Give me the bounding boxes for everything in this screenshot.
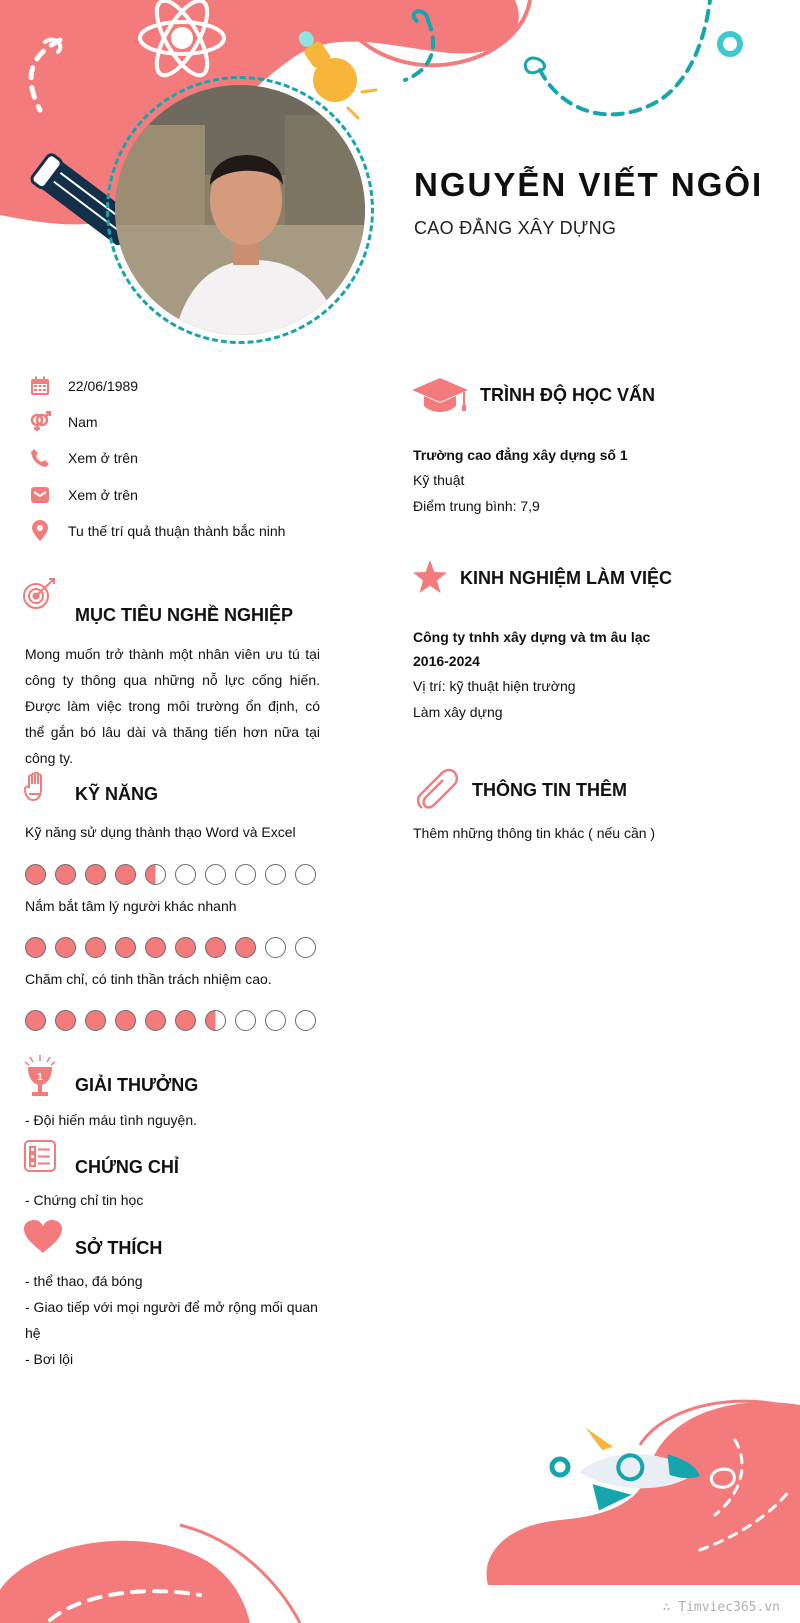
rating-dot xyxy=(175,937,196,958)
rating-dot xyxy=(235,937,256,958)
rating-dot xyxy=(25,864,46,885)
rating-dot xyxy=(115,864,136,885)
skill-rating xyxy=(25,1010,316,1031)
checklist-icon xyxy=(24,1140,56,1177)
skill-label: Nắm bắt tâm lý người khác nhanh xyxy=(25,898,237,914)
hand-icon xyxy=(24,772,48,807)
extra-heading: THÔNG TIN THÊM xyxy=(472,780,627,800)
rating-dot xyxy=(145,937,166,958)
experience-description: Làm xây dựng xyxy=(413,704,503,720)
objective-text: Mong muốn trở thành một nhân viên ưu tú tại công ty thông qua những nỗ lực cống hiến. Được làm việc trong môi trường ổn định, có thể gắn bó lâu dài và thăng tiến hơn nữa tại công ty. xyxy=(25,646,320,766)
rating-dot xyxy=(25,1010,46,1031)
birthday-value: 22/06/1989 xyxy=(68,378,139,394)
rating-dot xyxy=(205,937,226,958)
rating-dot xyxy=(145,1010,166,1031)
skill-rating xyxy=(25,864,316,885)
contact-birthday xyxy=(28,373,138,399)
rating-dot xyxy=(295,937,316,958)
education-school: Trường cao đẳng xây dựng số 1 xyxy=(413,447,628,463)
experience-company: Công ty tnhh xây dựng và tm âu lạc xyxy=(413,629,651,645)
phone-value: Xem ở trên xyxy=(68,450,138,466)
rating-dot xyxy=(115,1010,136,1031)
rating-dot xyxy=(85,864,106,885)
rating-dot xyxy=(235,864,256,885)
rating-dot xyxy=(205,1010,226,1031)
address-value: Tu thế trí quả thuận thành bắc ninh xyxy=(68,523,286,539)
education-gpa: Điểm trung bình: 7,9 xyxy=(413,498,540,514)
rating-dot xyxy=(205,864,226,885)
teal-small-ring xyxy=(552,1459,568,1475)
watermark: ∴ Timviec365.vn xyxy=(662,1600,780,1615)
rating-dot xyxy=(175,864,196,885)
rating-dot xyxy=(295,1010,316,1031)
footer-decoration xyxy=(0,1395,800,1623)
skill-rating xyxy=(25,937,316,958)
extra-text: Thêm những thông tin khác ( nếu cần ) xyxy=(413,825,656,841)
rating-dot xyxy=(145,864,166,885)
experience-period: 2016-2024 xyxy=(413,653,480,669)
gender-value: Nam xyxy=(68,414,98,430)
awards-item: - Đội hiến máu tình nguyện. xyxy=(25,1112,197,1128)
certificates-heading: CHỨNG CHỈ xyxy=(75,1157,179,1177)
rating-dot xyxy=(265,937,286,958)
hobby-item: - Bơi lội xyxy=(25,1351,74,1367)
rating-dot xyxy=(235,1010,256,1031)
objective-heading: MỤC TIÊU NGHỀ NGHIỆP xyxy=(75,605,294,625)
rating-dot xyxy=(175,1010,196,1031)
rating-dot xyxy=(85,937,106,958)
education-major: Kỹ thuật xyxy=(413,472,465,488)
star-icon xyxy=(412,560,448,599)
skill-label: Chăm chỉ, có tinh thần trách nhiệm cao. xyxy=(25,971,272,987)
avatar xyxy=(115,85,365,335)
calendar-icon xyxy=(28,374,52,398)
hobby-item: - thể thao, đá bóng xyxy=(25,1273,143,1289)
rating-dot xyxy=(55,864,76,885)
mail-icon xyxy=(28,483,52,507)
graduation-cap-icon xyxy=(412,378,468,419)
certificates-item: - Chứng chỉ tin học xyxy=(25,1192,144,1208)
heart-icon xyxy=(24,1220,62,1259)
contact-email xyxy=(28,482,138,508)
skill-label: Kỹ năng sử dụng thành thạo Word và Excel xyxy=(25,824,296,840)
gender-icon xyxy=(28,410,52,434)
candidate-title: CAO ĐẲNG XÂY DỰNG xyxy=(414,218,617,238)
phone-icon xyxy=(28,446,52,470)
rating-dot xyxy=(115,937,136,958)
email-value: Xem ở trên xyxy=(68,487,138,503)
hobbies-heading: SỞ THÍCH xyxy=(75,1238,163,1258)
awards-heading: GIẢI THƯỞNG xyxy=(75,1075,199,1095)
location-pin-icon xyxy=(28,519,52,543)
contact-phone xyxy=(28,445,138,471)
education-heading: TRÌNH ĐỘ HỌC VẤN xyxy=(480,385,655,405)
trophy-icon xyxy=(24,1055,56,1104)
rating-dot xyxy=(25,937,46,958)
rating-dot xyxy=(265,1010,286,1031)
svg-text:1: 1 xyxy=(37,1072,43,1083)
footer-blob-right xyxy=(487,1402,800,1585)
rating-dot xyxy=(85,1010,106,1031)
target-icon xyxy=(22,577,58,616)
rating-dot xyxy=(55,1010,76,1031)
skills-heading: KỸ NĂNG xyxy=(75,784,159,804)
rating-dot xyxy=(55,937,76,958)
contact-address xyxy=(28,518,285,544)
paperclip-icon xyxy=(414,768,458,817)
rating-dot xyxy=(295,864,316,885)
experience-heading: KINH NGHIỆM LÀM VIỆC xyxy=(460,568,673,588)
contact-gender xyxy=(28,409,98,435)
teal-loop-2 xyxy=(525,58,544,73)
candidate-name: NGUYỄN VIẾT NGÔI xyxy=(414,166,764,203)
experience-position: Vị trí: kỹ thuật hiện trường xyxy=(413,678,576,694)
hobby-item: - Giao tiếp với mọi người để mở rộng mối quan hệ xyxy=(25,1299,318,1341)
footer-blob-left xyxy=(0,1541,250,1623)
teal-ring xyxy=(720,34,740,54)
rating-dot xyxy=(265,864,286,885)
